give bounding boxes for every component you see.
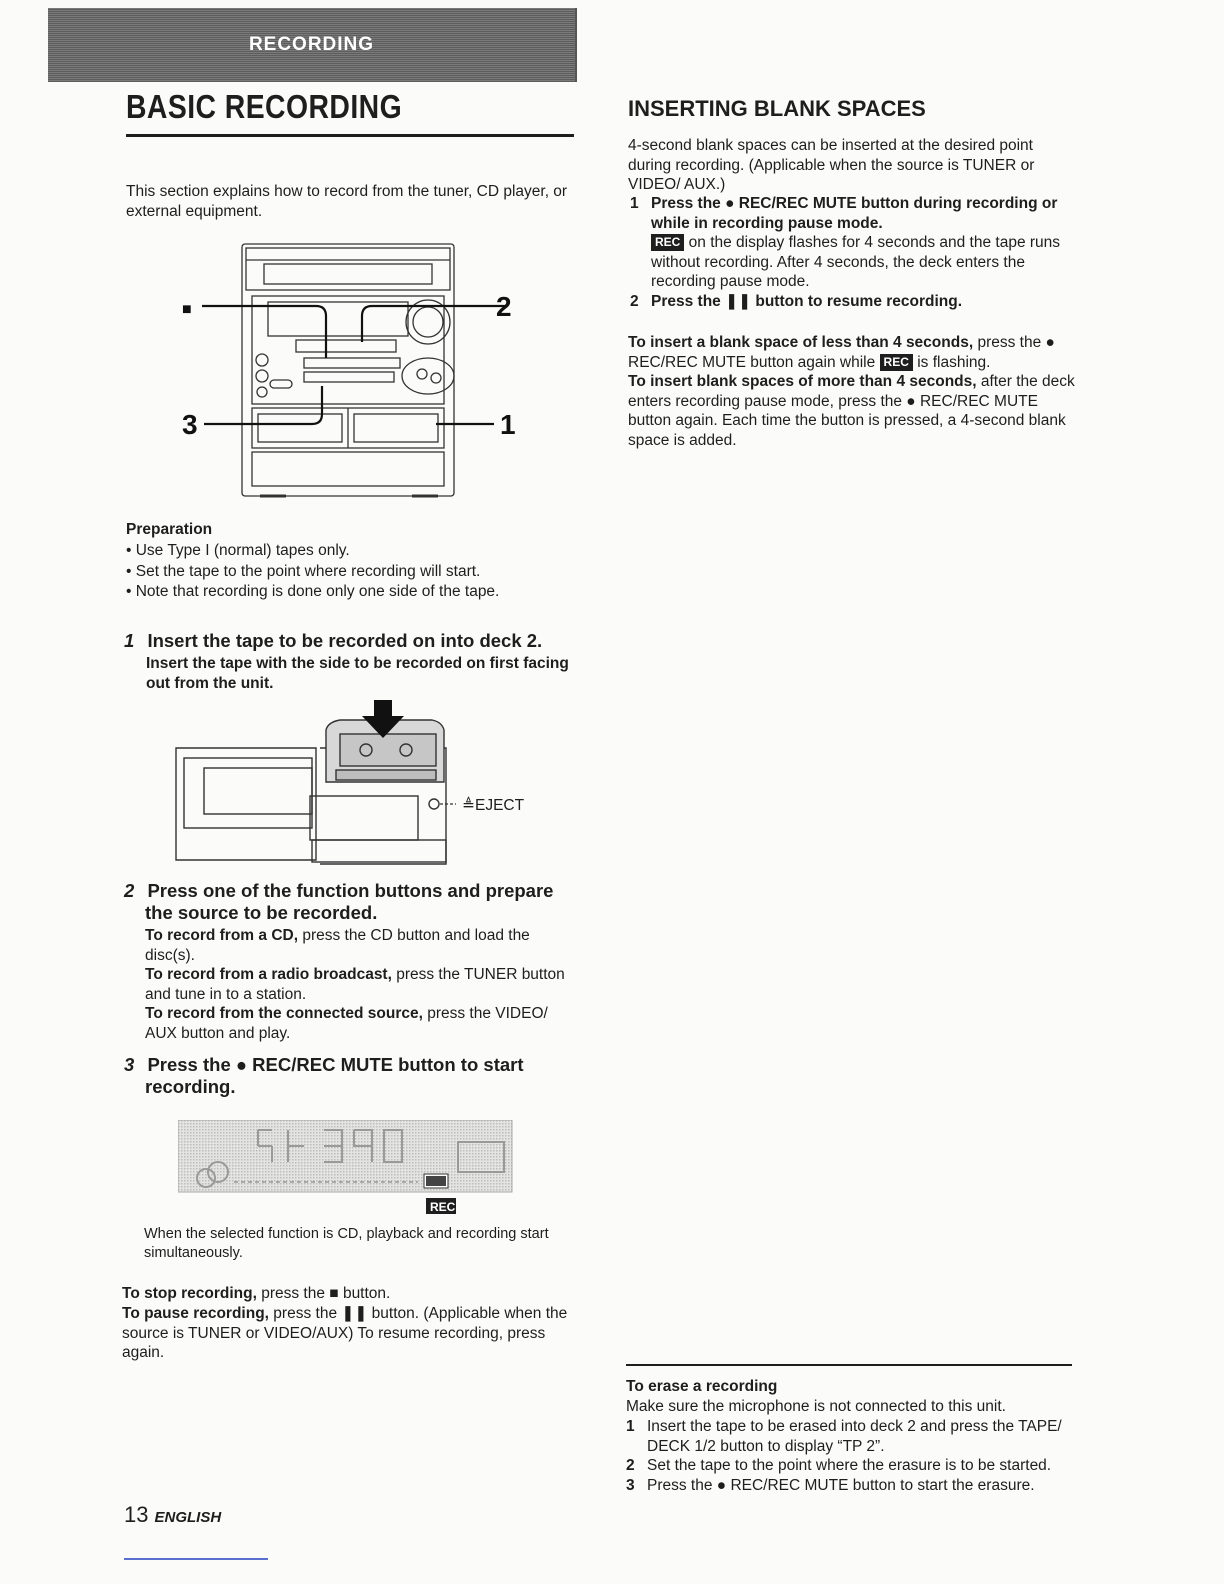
erase-rule xyxy=(626,1364,1072,1366)
step-2-connected: To record from the connected source, press the VIDEO/ AUX button and play. xyxy=(145,1005,548,1042)
display-panel xyxy=(178,1120,514,1214)
rec-indicator-label: REC xyxy=(430,1200,456,1214)
page-footer xyxy=(124,1502,221,1528)
blank-intro: 4-second blank spaces can be inserted at the desired point during recording. (Applicable when the source is TUNER or VIDEO/ AUX.) xyxy=(628,137,1035,193)
step-1-sub: Insert the tape with the side to be recorded on first facing out from the unit. xyxy=(146,655,569,692)
unit-body xyxy=(242,244,454,496)
banner-text: RECORDING xyxy=(248,34,375,55)
page-title: BASIC RECORDING xyxy=(126,88,403,125)
title-rule xyxy=(126,134,574,137)
step-2-cd: To record from a CD, press the CD button and load the disc(s). xyxy=(145,927,530,964)
stop-instruction: To stop recording, press the ■ button. xyxy=(122,1285,391,1302)
step-2-number: 2 xyxy=(124,880,135,901)
step-1-heading: 1 Insert the tape to be recorded on into deck 2. xyxy=(124,630,543,651)
footer-line xyxy=(124,1558,268,1560)
callout-3: 3 xyxy=(182,409,198,440)
intro-text: This section explains how to record from the tuner, CD player, or external equipment. xyxy=(126,183,568,220)
preparation-item: • Set the tape to the point where recording will start. xyxy=(126,563,481,580)
blank-more-4s: To insert blank spaces of more than 4 seconds, after the deck enters recording pause mode, press the ● REC/REC MUTE button again. Each time the button is pressed, a 4-second blank space is added. xyxy=(628,373,1075,449)
callout-2: 2 xyxy=(496,291,512,322)
step-2-radio: To record from a radio broadcast, press the TUNER button and tune in to a station. xyxy=(145,966,565,1003)
callout-stop-line xyxy=(202,306,326,358)
unit-diagram xyxy=(176,236,536,498)
callout-stop: ■ xyxy=(182,301,192,318)
step-2-heading: 2 Press one of the function buttons and prepare the source to be recorded. xyxy=(124,880,554,923)
erase-intro: Make sure the microphone is not connected to this unit. xyxy=(626,1398,1006,1415)
language-label: ENGLISH xyxy=(154,1509,222,1526)
erase-title: To erase a recording xyxy=(626,1378,778,1395)
deck-diagram xyxy=(170,700,550,868)
step-3-note: When the selected function is CD, playback and recording start simultaneously. xyxy=(144,1226,549,1261)
step-1-number: 1 xyxy=(124,630,135,651)
callout-1: 1 xyxy=(500,409,516,440)
step-3-number: 3 xyxy=(124,1054,135,1075)
rec-badge: REC xyxy=(651,234,684,251)
callout-3-line xyxy=(204,386,322,424)
section-title-blank-spaces: INSERTING BLANK SPACES xyxy=(628,96,926,121)
blank-step-1-detail: REC on the display flashes for 4 seconds and the tape runs without recording. After 4 seconds, the deck enters the recording pause mode. xyxy=(651,234,1061,290)
blank-step-2: 2 Press the ❚❚ button to resume recording. xyxy=(630,293,963,310)
page-number: 13 xyxy=(124,1502,149,1527)
eject-label: ≜EJECT xyxy=(462,797,525,814)
preparation-item: • Use Type I (normal) tapes only. xyxy=(126,542,350,559)
erase-item: 3 Press the ● REC/REC MUTE button to start the erasure. xyxy=(626,1477,1035,1494)
section-banner xyxy=(48,8,577,82)
blank-less-4s: To insert a blank space of less than 4 seconds, press the ● REC/REC MUTE button again while REC is flashing. xyxy=(628,334,1055,371)
eject-button xyxy=(429,799,439,809)
erase-item: 1 Insert the tape to be erased into deck 2 and press the TAPE/ DECK 1/2 button to display “TP 2”. xyxy=(626,1418,1062,1455)
blank-step-1: 1 Press the ● REC/REC MUTE button during recording or while in recording pause mode. xyxy=(630,195,1058,232)
deck-1-door xyxy=(176,748,316,860)
pause-instruction: To pause recording, press the ❚❚ button. (Applicable when the source is TUNER or VIDEO/AUX) To resume recording, press again. xyxy=(122,1305,568,1361)
preparation-title: Preparation xyxy=(126,521,213,538)
step-3-heading: 3 Press the ● REC/REC MUTE button to start recording. xyxy=(124,1054,524,1097)
preparation-item: • Note that recording is done only one side of the tape. xyxy=(126,583,500,600)
rec-badge: REC xyxy=(880,354,913,371)
erase-item: 2 Set the tape to the point where the erasure is to be started. xyxy=(626,1457,1052,1474)
